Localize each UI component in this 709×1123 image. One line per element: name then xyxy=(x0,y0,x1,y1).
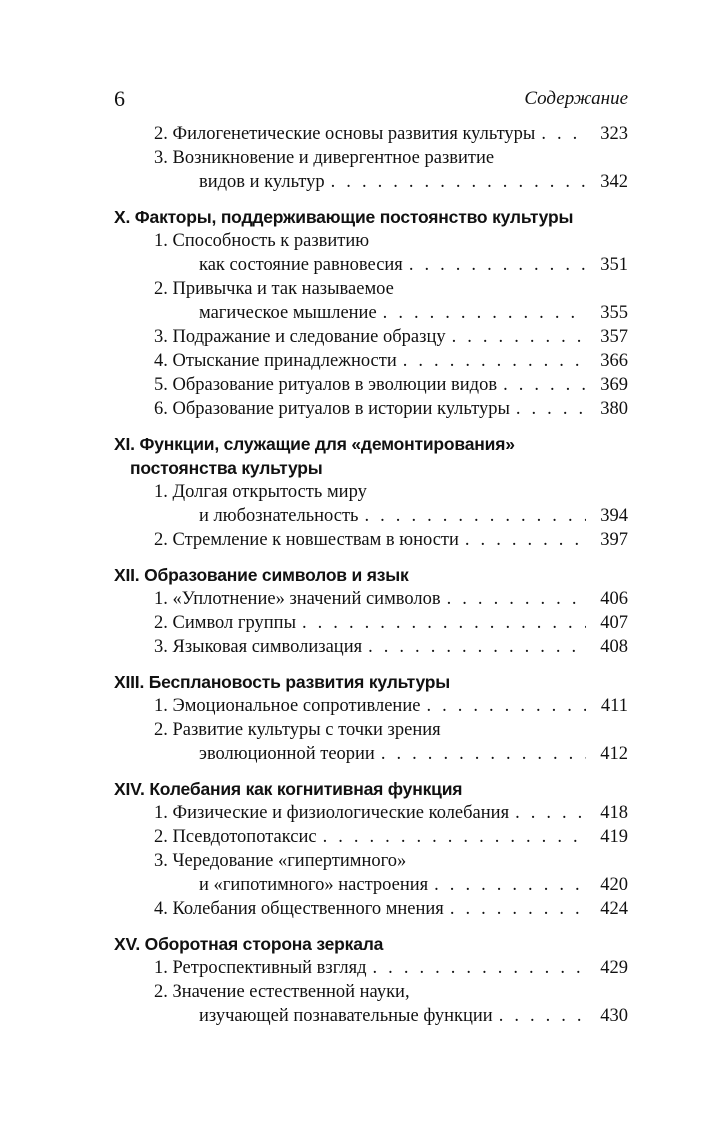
dot-leader xyxy=(403,349,586,373)
table-of-contents xyxy=(114,122,628,1028)
toc-entry-line xyxy=(154,694,628,718)
toc-entry-line xyxy=(154,397,628,421)
section-title-line: XIV. Колебания как когнитивная функция xyxy=(114,779,463,799)
toc-entry-line xyxy=(154,480,628,504)
toc-entry-line xyxy=(154,873,628,897)
toc-entry-line xyxy=(154,301,628,325)
page-ref: 366 xyxy=(600,351,628,371)
entry-title: 4. Отыскание принадлежности xyxy=(154,351,397,371)
toc-entry-line xyxy=(154,253,628,277)
toc-entry xyxy=(114,801,628,825)
toc-entry xyxy=(114,349,628,373)
dot-leader xyxy=(368,635,586,659)
dot-leader xyxy=(365,504,587,528)
entry-title: 1. Долгая открытость миру xyxy=(154,482,367,502)
entry-title: и любознательность xyxy=(199,506,359,526)
entry-title: 1. Физические и физиологические колебания xyxy=(154,803,510,823)
toc-entry-line xyxy=(154,504,628,528)
toc-entry-line xyxy=(154,825,628,849)
toc-entry-line xyxy=(154,635,628,659)
page-number: 6 xyxy=(114,86,125,111)
dot-leader xyxy=(503,373,586,397)
section-title xyxy=(114,205,628,229)
entry-title: 2. Псевдотопотаксис xyxy=(154,827,317,847)
toc-entry xyxy=(114,718,628,766)
page-ref: 323 xyxy=(600,124,628,144)
entry-title: 2. Развитие культуры с точки зрения xyxy=(154,720,441,740)
toc-entry-line xyxy=(154,170,628,194)
section-title-line: XI. Функции, служащие для «демонтирования» xyxy=(114,434,515,454)
dot-leader xyxy=(323,825,586,849)
entry-title: 2. Значение естественной науки, xyxy=(154,982,410,1002)
entry-title: 3. Подражание и следование образцу xyxy=(154,327,446,347)
entry-title: 2. Стремление к новшествам в юности xyxy=(154,530,459,550)
entry-title: 2. Символ группы xyxy=(154,613,296,633)
toc-entry-line xyxy=(154,325,628,349)
page-ref: 429 xyxy=(600,958,628,978)
toc-entry xyxy=(114,635,628,659)
page-ref: 411 xyxy=(600,696,628,716)
toc-entry-line xyxy=(154,146,628,170)
entry-title: 4. Колебания общественного мнения xyxy=(154,899,444,919)
toc-entry-line xyxy=(154,587,628,611)
toc-entry-line xyxy=(154,277,628,301)
toc-entry xyxy=(114,956,628,980)
dot-leader xyxy=(452,325,586,349)
section-title-line: X. Факторы, поддерживающие постоянство культуры xyxy=(114,207,574,227)
toc-entry-line xyxy=(154,1004,628,1028)
toc-entry xyxy=(114,897,628,921)
section-title-line: постоянства культуры xyxy=(130,458,323,478)
entry-title: как состояние равновесия xyxy=(199,255,403,275)
entry-title: магическое мышление xyxy=(199,303,377,323)
page-ref: 406 xyxy=(600,589,628,609)
entry-title: 1. Эмоциональное сопротивление xyxy=(154,696,421,716)
toc-entry xyxy=(114,694,628,718)
toc-entry xyxy=(114,277,628,325)
dot-leader xyxy=(434,873,586,897)
toc-entry xyxy=(114,122,628,146)
entry-title: и «гипотимного» настроения xyxy=(199,875,429,895)
toc-entry-line xyxy=(154,373,628,397)
toc-entry xyxy=(114,611,628,635)
toc-entry xyxy=(114,980,628,1028)
section-title xyxy=(114,932,628,956)
section-title-line: XV. Оборотная сторона зеркала xyxy=(114,934,384,954)
dot-leader xyxy=(409,253,586,277)
page-ref: 407 xyxy=(600,613,628,633)
dot-leader xyxy=(541,122,586,146)
toc-entry-line xyxy=(154,742,628,766)
dot-leader xyxy=(383,301,586,325)
dot-leader xyxy=(465,528,586,552)
page-ref: 430 xyxy=(600,1006,628,1026)
toc-entry xyxy=(114,397,628,421)
dot-leader xyxy=(515,801,586,825)
entry-title: изучающей познавательные функции xyxy=(199,1006,493,1026)
page-ref: 369 xyxy=(600,375,628,395)
entry-title: 1. Ретроспективный взгляд xyxy=(154,958,367,978)
section-title xyxy=(114,563,628,587)
entry-title: 1. Способность к развитию xyxy=(154,231,370,251)
entry-title: 3. Возникновение и дивергентное развитие xyxy=(154,148,495,168)
page-ref: 394 xyxy=(600,506,628,526)
section-title xyxy=(114,777,628,801)
page xyxy=(114,86,628,1028)
page-ref: 397 xyxy=(600,530,628,550)
page-ref: 355 xyxy=(600,303,628,323)
toc-entry-line xyxy=(154,980,628,1004)
toc-entry-line xyxy=(154,956,628,980)
page-ref: 351 xyxy=(600,255,628,275)
dot-leader xyxy=(499,1004,586,1028)
dot-leader xyxy=(450,897,586,921)
section-title-line: XII. Образование символов и язык xyxy=(114,565,409,585)
dot-leader xyxy=(302,611,586,635)
entry-title: 3. Чередование «гипертимного» xyxy=(154,851,407,871)
toc-entry xyxy=(114,587,628,611)
entry-title: 3. Языковая символизация xyxy=(154,637,363,657)
dot-leader xyxy=(331,170,586,194)
entry-title: 6. Образование ритуалов в истории культуры xyxy=(154,399,510,419)
page-ref: 420 xyxy=(600,875,628,895)
toc-entry-line xyxy=(154,849,628,873)
entry-title: 2. Привычка и так называемое xyxy=(154,279,394,299)
page-ref: 418 xyxy=(600,803,628,823)
toc-entry xyxy=(114,480,628,528)
toc-entry-line xyxy=(154,611,628,635)
page-ref: 380 xyxy=(600,399,628,419)
entry-title: 1. «Уплотнение» значений символов xyxy=(154,589,441,609)
toc-entry-line xyxy=(154,122,628,146)
toc-entry xyxy=(114,229,628,277)
section-title xyxy=(114,432,628,480)
toc-entry xyxy=(114,849,628,897)
toc-entry xyxy=(114,373,628,397)
dot-leader xyxy=(426,694,586,718)
page-ref: 419 xyxy=(600,827,628,847)
toc-entry xyxy=(114,528,628,552)
entry-title: видов и культур xyxy=(199,172,325,192)
toc-entry xyxy=(114,146,628,194)
dot-leader xyxy=(447,587,586,611)
toc-entry-line xyxy=(154,528,628,552)
page-ref: 424 xyxy=(600,899,628,919)
toc-entry-line xyxy=(154,718,628,742)
section-title-line: XIII. Бесплановость развития культуры xyxy=(114,672,450,692)
toc-entry-line xyxy=(154,349,628,373)
page-ref: 342 xyxy=(600,172,628,192)
toc-entry xyxy=(114,825,628,849)
entry-title: 5. Образование ритуалов в эволюции видов xyxy=(154,375,498,395)
dot-leader xyxy=(373,956,586,980)
entry-title: эволюционной теории xyxy=(199,744,375,764)
dot-leader xyxy=(381,742,586,766)
toc-entry-line xyxy=(154,801,628,825)
dot-leader xyxy=(516,397,586,421)
toc-entry-line xyxy=(154,897,628,921)
page-header xyxy=(114,86,628,122)
entry-title: 2. Филогенетические основы развития культуры xyxy=(154,124,536,144)
page-ref: 412 xyxy=(600,744,628,764)
toc-entry xyxy=(114,325,628,349)
running-title: Содержание xyxy=(524,88,628,109)
section-title xyxy=(114,670,628,694)
page-ref: 357 xyxy=(600,327,628,347)
toc-entry-line xyxy=(154,229,628,253)
page-ref: 408 xyxy=(600,637,628,657)
